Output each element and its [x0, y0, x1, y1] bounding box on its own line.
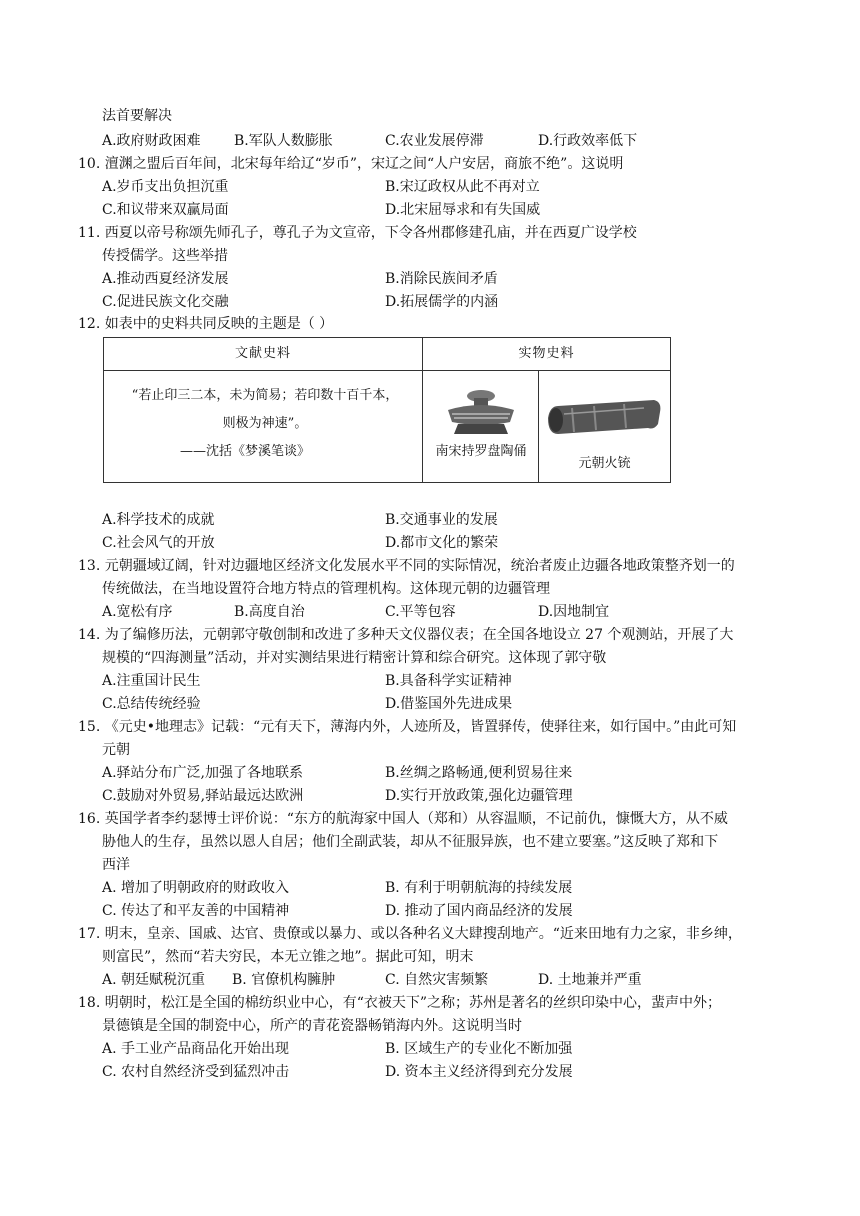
q16-stem: 16. 英国学者李约瑟博士评价说：“东方的航海家中国人（郑和）从容温顺，不记前仇，慷慨大方，从不威 [78, 811, 728, 827]
q13-stem: 13. 元朝疆域辽阔，针对边疆地区经济文化发展水平不同的实际情况，统治者废止边疆各地政策整齐划一的 [78, 558, 735, 574]
q16-option-d[interactable]: D. 推动了国内商品经济的发展 [385, 903, 573, 919]
q9-option-a[interactable]: A.政府财政困难 [102, 133, 201, 149]
q11-option-b[interactable]: B.消除民族间矛盾 [385, 271, 498, 287]
q15-option-a[interactable]: A.驿站分布广泛,加强了各地联系 [102, 765, 304, 781]
q14-continuation: 规模的“四海测量”活动，并对实测结果进行精密计算和综合研究。这体现了郭守敬 [102, 650, 607, 666]
q14-option-d[interactable]: D.借鉴国外先进成果 [385, 696, 513, 712]
q12-option-b[interactable]: B.交通事业的发展 [385, 512, 498, 528]
q15-continuation: 元朝 [102, 742, 130, 758]
q9-option-c[interactable]: C.农业发展停滞 [385, 133, 484, 149]
q16-option-c[interactable]: C. 传达了和平友善的中国精神 [102, 903, 290, 919]
q16-option-a[interactable]: A. 增加了明朝政府的财政收入 [102, 880, 290, 896]
q14-option-b[interactable]: B.具备科学实证精神 [385, 673, 512, 689]
q16-continuation-1: 胁他人的生存，虽然以恩人自居；他们全副武装，却从不征服异族，也不建立要塞。”这反映了郑和下 [102, 834, 719, 850]
q14-option-a[interactable]: A.注重国计民生 [102, 673, 201, 689]
q10-option-b[interactable]: B.宋辽政权从此不再对立 [385, 179, 540, 195]
q17-stem: 17. 明末，皇亲、国戚、达官、贵僚或以暴力、或以各种名义大肆搜刮地产。“近来田地有力之家，非乡绅， [78, 926, 742, 942]
q12-option-a[interactable]: A.科学技术的成就 [102, 512, 215, 528]
q10-option-d[interactable]: D.北宋屈辱求和有失国威 [385, 202, 541, 218]
q17-option-a[interactable]: A. 朝廷赋税沉重 [102, 972, 206, 988]
q11-option-d[interactable]: D.拓展儒学的内涵 [385, 294, 499, 310]
yuan-hand-cannon-image [544, 396, 664, 444]
q9-option-b[interactable]: B.军队人数膨胀 [234, 133, 333, 149]
q13-continuation: 传统做法，在当地设置符合地方特点的管理机构。这体现元朝的边疆管理 [102, 581, 550, 597]
source-table [103, 337, 671, 483]
quote-source: ——沈括《梦溪笔谈》 [179, 444, 310, 459]
q14-option-c[interactable]: C.总结传统经验 [102, 696, 201, 712]
q13-option-a[interactable]: A.宽松有序 [102, 604, 173, 620]
q13-option-d[interactable]: D.因地制宜 [538, 604, 610, 620]
q12-option-c[interactable]: C.社会风气的开放 [102, 535, 215, 551]
caption-hand-cannon: 元朝火铳 [578, 456, 631, 471]
q16-continuation-2: 西洋 [102, 857, 130, 873]
q14-stem: 14. 为了编修历法，元朝郭守敬创制和改进了多种天文仪器仪表；在全国各地设立 27 个观测站，开展了大 [78, 627, 734, 643]
q11-stem: 11. 西夏以帝号称颂先师孔子，尊孔子为文宣帝，下令各州郡修建孔庙，并在西夏广设学校 [78, 225, 637, 241]
q9-continuation: 法首要解决 [102, 108, 172, 124]
q11-option-a[interactable]: A.推动西夏经济发展 [102, 271, 229, 287]
q17-option-c[interactable]: C. 自然灾害频繁 [385, 972, 489, 988]
quote-line-1: “若止印三二本，未为简易；若印数十百千本， [131, 388, 399, 403]
caption-compass-figurine: 南宋持罗盘陶俑 [435, 444, 527, 459]
q18-option-d[interactable]: D. 资本主义经济得到充分发展 [385, 1064, 573, 1080]
q12-option-d[interactable]: D.都市文化的繁荣 [385, 535, 499, 551]
q10-option-a[interactable]: A.岁币支出负担沉重 [102, 179, 229, 195]
q9-option-d[interactable]: D.行政效率低下 [538, 133, 638, 149]
header-artifact-sources: 实物史料 [518, 346, 575, 361]
mengxi-bitan-quote [112, 382, 418, 466]
q18-option-a[interactable]: A. 手工业产品商品化开始出现 [102, 1041, 290, 1057]
q17-option-d[interactable]: D. 土地兼并严重 [538, 972, 642, 988]
q10-stem: 10. 澶渊之盟后百年间，北宋每年给辽“岁币”，宋辽之间“人户安居，商旅不绝”。这说明 [78, 156, 624, 172]
q18-stem: 18. 明朝时，松江是全国的棉纺织业中心，有“衣被天下”之称；苏州是著名的丝织印染中心，蜚声中外； [78, 995, 722, 1011]
q16-option-b[interactable]: B. 有利于明朝航海的持续发展 [385, 880, 573, 896]
q13-option-c[interactable]: C.平等包容 [385, 604, 456, 620]
compass-figurine-image [436, 388, 526, 436]
q11-option-c[interactable]: C.促进民族文化交融 [102, 294, 229, 310]
q18-option-b[interactable]: B. 区域生产的专业化不断加强 [385, 1041, 573, 1057]
q10-option-c[interactable]: C.和议带来双赢局面 [102, 202, 229, 218]
q18-option-c[interactable]: C. 农村自然经济受到猛烈冲击 [102, 1064, 290, 1080]
q12-stem: 12. 如表中的史料共同反映的主题是（ ） [78, 316, 334, 332]
q13-option-b[interactable]: B.高度自治 [234, 604, 305, 620]
q18-continuation: 景德镇是全国的制瓷中心，所产的青花瓷器畅销海内外。这说明当时 [102, 1018, 522, 1034]
header-documentary-sources: 文献史料 [234, 346, 291, 361]
q15-option-d[interactable]: D.实行开放政策,强化边疆管理 [385, 788, 573, 804]
q15-option-b[interactable]: B.丝绸之路畅通,便利贸易往来 [385, 765, 573, 781]
q15-option-c[interactable]: C.鼓励对外贸易,驿站最远达欧洲 [102, 788, 304, 804]
quote-line-2: 则极为神速”。 [222, 416, 308, 431]
q11-continuation: 传授儒学。这些举措 [102, 248, 228, 264]
q15-stem: 15. 《元史•地理志》记载：“元有天下，薄海内外，人迹所及，皆置驿传，使驿往来，如行国中。”由此可知 [78, 719, 737, 735]
q17-continuation: 则富民”，然而“若夫穷民，本无立锥之地”。据此可知，明末 [102, 949, 474, 965]
q17-option-b[interactable]: B. 官僚机构臃肿 [232, 972, 336, 988]
